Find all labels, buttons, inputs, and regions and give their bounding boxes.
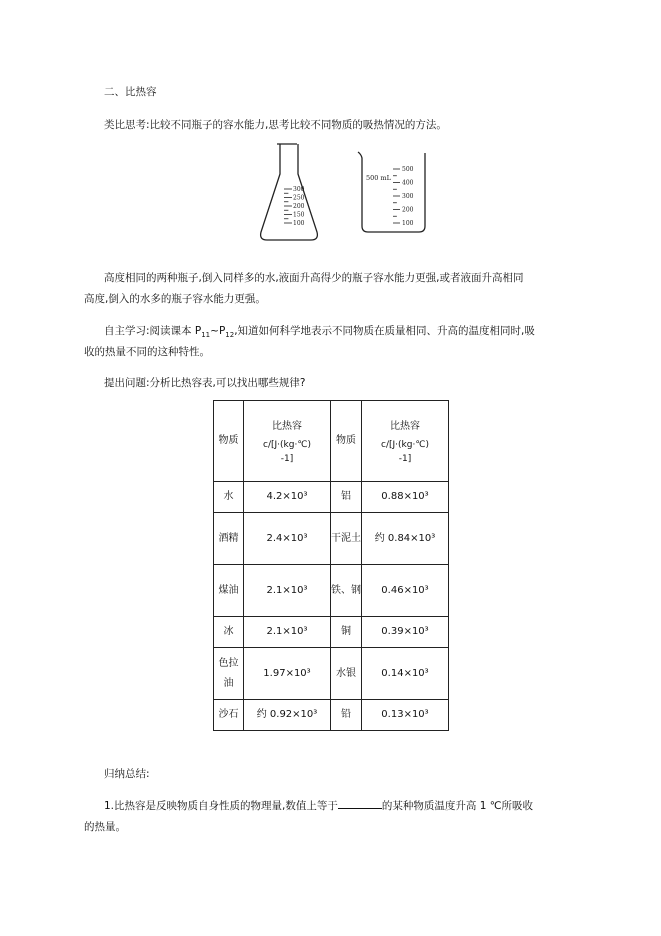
beaker-scale-label: 400	[402, 179, 414, 187]
value-cell: 4.2×10³	[244, 482, 331, 513]
beaker-scale-label: 200	[402, 206, 414, 214]
self-study-rest: ,知道如何科学地表示不同物质在质量相同、升高的温度相同时,吸	[234, 325, 535, 337]
paragraph-line: 高度相同的两种瓶子,倒入同样多的水,液面升高得少的瓶子容水能力更强,或者液面升高相同	[104, 272, 524, 284]
table-row	[214, 513, 449, 565]
table-row	[214, 482, 449, 513]
question-text: 提出问题:分析比热容表,可以找出哪些规律?	[104, 377, 306, 389]
conical-flask-figure	[255, 140, 337, 245]
header-substance: 物质	[331, 401, 362, 482]
analogy-text: 类比思考:比较不同瓶子的容水能力,思考比较不同物质的吸热情况的方法。	[104, 119, 447, 131]
substance-cell: 色拉油	[214, 648, 244, 700]
substance-cell: 水银	[331, 648, 362, 700]
fill-in-blank[interactable]	[338, 796, 382, 809]
page-subscript: 12	[225, 331, 235, 340]
value-cell: 约 0.92×10³	[244, 700, 331, 731]
section-title: 二、比热容	[104, 86, 157, 98]
self-study-line: 收的热量不同的这种特性。	[84, 346, 210, 358]
header-heat-title: 比热容	[390, 421, 420, 432]
header-unit: c/[J·(kg·℃)	[381, 440, 429, 450]
beaker-scale-label: 100	[402, 220, 414, 227]
beaker-capacity-label: 500 mL	[366, 174, 391, 182]
value-cell: 0.13×10³	[362, 700, 449, 731]
summary-text-b: 的某种物质温度升高 1 ℃所吸收	[381, 800, 534, 812]
value-cell: 0.46×10³	[362, 565, 449, 617]
value-cell: 2.1×10³	[244, 565, 331, 617]
table-row	[214, 565, 449, 617]
flask-scale-label: 100	[293, 220, 305, 227]
flask-scale-label: 150	[293, 211, 305, 219]
substance-cell: 冰	[214, 617, 244, 648]
beaker-figure	[355, 148, 433, 236]
self-study-separator: ~P	[210, 325, 226, 337]
summary-text-a: 1.比热容是反映物质自身性质的物理量,数值上等于	[104, 800, 338, 812]
header-unit-exp: -1]	[398, 454, 412, 464]
flask-scale-label: 250	[293, 194, 305, 202]
header-specific-heat	[244, 401, 331, 482]
header-unit-exp: -1]	[280, 454, 294, 464]
table-header-row	[214, 401, 449, 482]
substance-cell: 沙石	[214, 700, 244, 731]
summary-title: 归纳总结:	[104, 768, 150, 780]
value-cell: 0.88×10³	[362, 482, 449, 513]
header-heat-title: 比热容	[272, 421, 302, 432]
substance-cell: 铅	[331, 700, 362, 731]
beaker-scale-label: 300	[402, 193, 414, 200]
substance-cell: 酒精	[214, 513, 244, 565]
substance-cell: 铝	[331, 482, 362, 513]
value-cell: 约 0.84×10³	[362, 513, 449, 565]
paragraph-line: 高度,倒入的水多的瓶子容水能力更强。	[84, 293, 266, 305]
flask-scale-label: 200	[293, 203, 305, 210]
substance-cell: 水	[214, 482, 244, 513]
table-row	[214, 700, 449, 731]
summary-line	[104, 796, 533, 817]
flask-scale-label: 300	[293, 186, 305, 193]
substance-cell: 铜	[331, 617, 362, 648]
value-cell: 0.39×10³	[362, 617, 449, 648]
header-unit: c/[J·(kg·℃)	[263, 440, 311, 450]
table-row	[214, 648, 449, 700]
specific-heat-table	[213, 400, 449, 731]
flask-outline	[261, 144, 318, 240]
header-substance: 物质	[214, 401, 244, 482]
value-cell: 2.4×10³	[244, 513, 331, 565]
substance-cell: 铁、钢	[331, 565, 362, 617]
value-cell: 1.97×10³	[244, 648, 331, 700]
substance-cell: 干泥土	[331, 513, 362, 565]
value-cell: 0.14×10³	[362, 648, 449, 700]
table-row	[214, 617, 449, 648]
page-subscript: 11	[201, 331, 211, 340]
header-specific-heat	[362, 401, 449, 482]
beaker-outline	[358, 152, 425, 232]
substance-cell: 煤油	[214, 565, 244, 617]
self-study-prefix: 自主学习:阅读课本 P	[104, 325, 202, 337]
summary-line: 的热量。	[84, 821, 126, 833]
beaker-scale-label: 500	[402, 166, 414, 173]
value-cell: 2.1×10³	[244, 617, 331, 648]
